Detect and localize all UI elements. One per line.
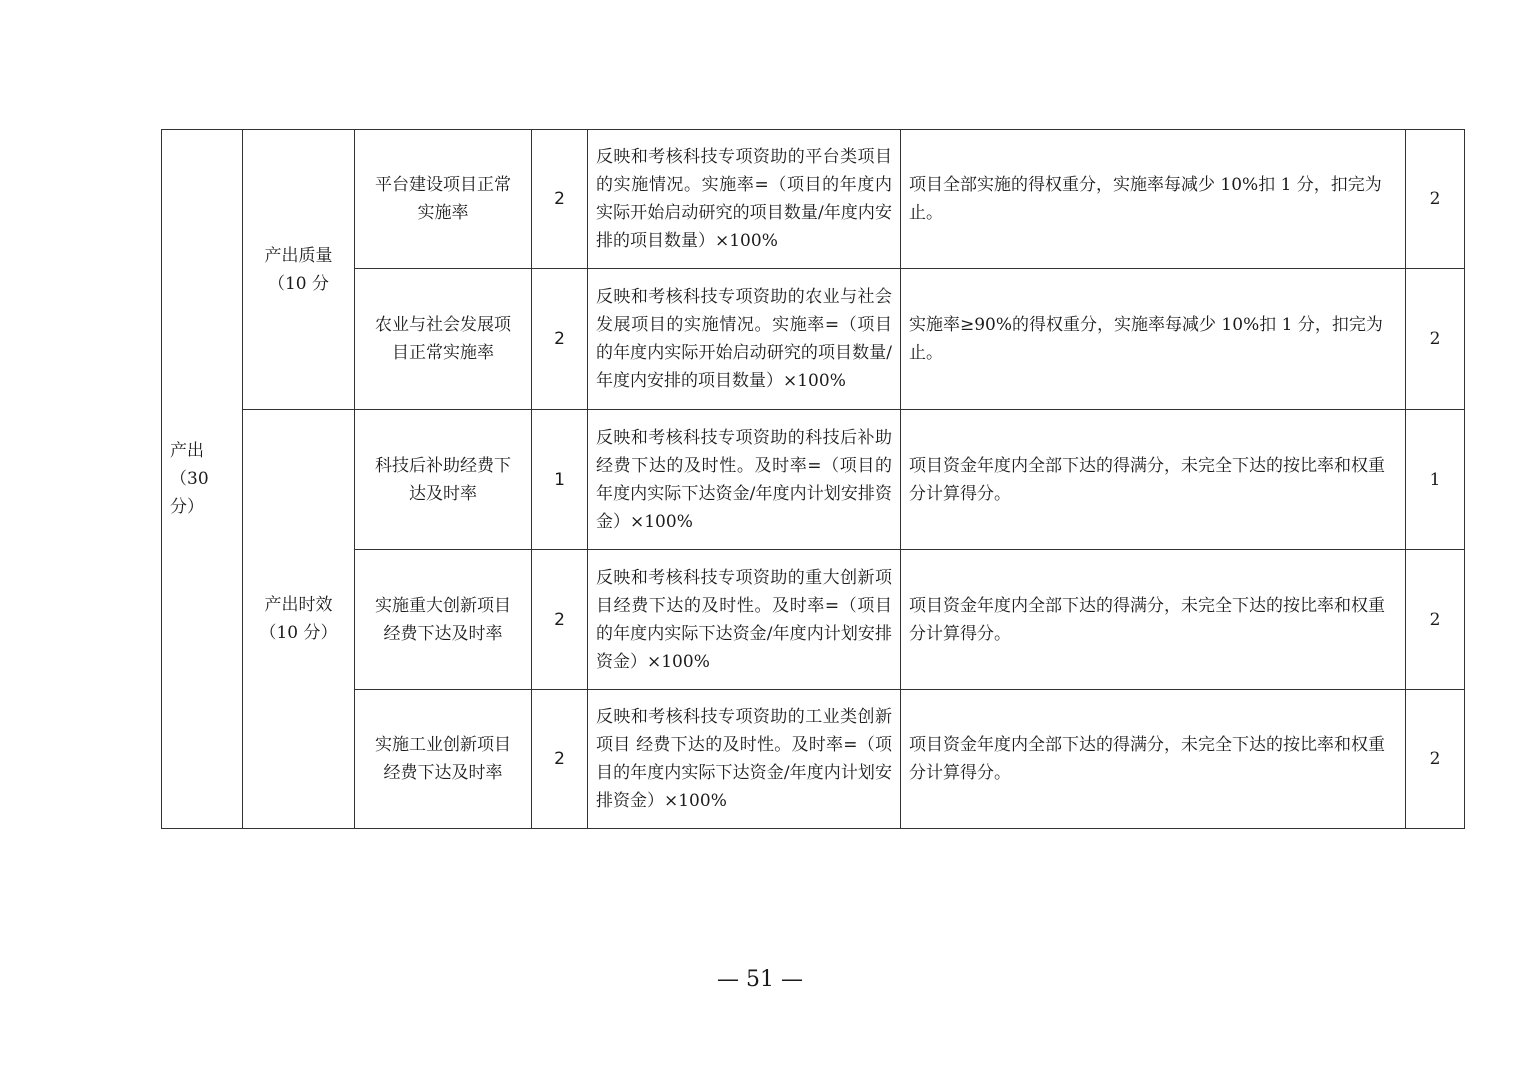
level3-indicator-cell	[355, 550, 532, 690]
score-cell	[1406, 550, 1465, 690]
level3-indicator-label: 实施重大创新项目 经费下达及时率	[375, 595, 511, 644]
level3-indicator-cell	[355, 690, 532, 829]
page-number: — 51 —	[717, 967, 803, 992]
description-cell	[588, 130, 901, 269]
indicator-description: 反映和考核科技专项资助的重大创新项目经费下达的及时性。及时率=（项目的年度内实际下达资金/年度内计划安排资金）×100%	[596, 567, 892, 672]
level3-indicator-label: 实施工业创新项目 经费下达及时率	[375, 735, 511, 783]
scoring-criteria: 项目资金年度内全部下达的得满分，未完全下达的按比率和权重分计算得分。	[909, 735, 1385, 783]
score-cell	[1406, 690, 1465, 829]
indicator-description: 反映和考核科技专项资助的工业类创新项目 经费下达的及时性。及时率=（项目的年度内实际下达资金/年度内计划安排资金）×100%	[596, 707, 892, 811]
weight-value: 2	[554, 749, 565, 769]
description-cell	[588, 690, 901, 829]
level3-indicator-label: 农业与社会发展项 目正常实施率	[375, 315, 511, 363]
description-cell	[588, 550, 901, 690]
score-value: 2	[1429, 609, 1441, 630]
weight-cell	[532, 410, 588, 550]
weight-value: 2	[554, 609, 565, 630]
scoring-criteria: 项目全部实施的得权重分，实施率每减少 10%扣 1 分，扣完为止。	[909, 175, 1382, 223]
table-row	[162, 269, 1465, 410]
indicator-description: 反映和考核科技专项资助的农业与社会发展项目的实施情况。实施率=（项目的年度内实际开始启动研究的项目数量/年度内安排的项目数量）×100%	[596, 287, 892, 391]
level3-indicator-cell	[355, 130, 532, 269]
level1-indicator-label: 产出 （30 分）	[170, 441, 209, 517]
evaluation-table-container	[161, 129, 1465, 829]
scoring-criteria: 项目资金年度内全部下达的得满分，未完全下达的按比率和权重分计算得分。	[909, 455, 1385, 504]
description-cell	[588, 269, 901, 410]
table-row	[162, 130, 1465, 269]
description-cell	[588, 410, 901, 550]
level3-indicator-cell	[355, 269, 532, 410]
level3-indicator-cell	[355, 410, 532, 550]
weight-cell	[532, 130, 588, 269]
indicator-description: 反映和考核科技专项资助的科技后补助经费下达的及时性。及时率=（项目的年度内实际下达资金/年度内计划安排资金）×100%	[596, 427, 892, 532]
weight-cell	[532, 550, 588, 690]
level2-indicator-cell	[243, 410, 355, 829]
weight-cell	[532, 269, 588, 410]
level2-indicator-cell	[243, 130, 355, 410]
score-cell	[1406, 130, 1465, 269]
criteria-cell	[901, 269, 1406, 410]
evaluation-indicator-table	[161, 129, 1465, 829]
scoring-criteria: 实施率≥90%的得权重分，实施率每减少 10%扣 1 分，扣完为止。	[909, 315, 1383, 363]
level2-indicator-label: 产出时效 （10 分）	[259, 595, 338, 643]
criteria-cell	[901, 130, 1406, 269]
criteria-cell	[901, 690, 1406, 829]
indicator-description: 反映和考核科技专项资助的平台类项目的实施情况。实施率=（项目的年度内实际开始启动研究的项目数量/年度内安排的项目数量）×100%	[596, 147, 892, 251]
level3-indicator-label: 平台建设项目正常 实施率	[375, 175, 511, 223]
scoring-criteria: 项目资金年度内全部下达的得满分，未完全下达的按比率和权重分计算得分。	[909, 595, 1385, 644]
weight-cell	[532, 690, 588, 829]
level1-indicator-cell	[162, 130, 243, 829]
score-value: 1	[1429, 469, 1441, 490]
criteria-cell	[901, 410, 1406, 550]
weight-value: 1	[554, 469, 565, 490]
weight-value: 2	[554, 189, 565, 209]
table-row	[162, 410, 1465, 550]
score-cell	[1406, 410, 1465, 550]
score-value: 2	[1429, 329, 1441, 349]
level3-indicator-label: 科技后补助经费下 达及时率	[375, 455, 511, 504]
score-cell	[1406, 269, 1465, 410]
table-row	[162, 550, 1465, 690]
score-value: 2	[1429, 749, 1441, 769]
criteria-cell	[901, 550, 1406, 690]
level2-indicator-label: 产出质量 （10 分	[264, 245, 333, 294]
weight-value: 2	[554, 329, 565, 349]
score-value: 2	[1429, 189, 1441, 209]
table-row	[162, 690, 1465, 829]
